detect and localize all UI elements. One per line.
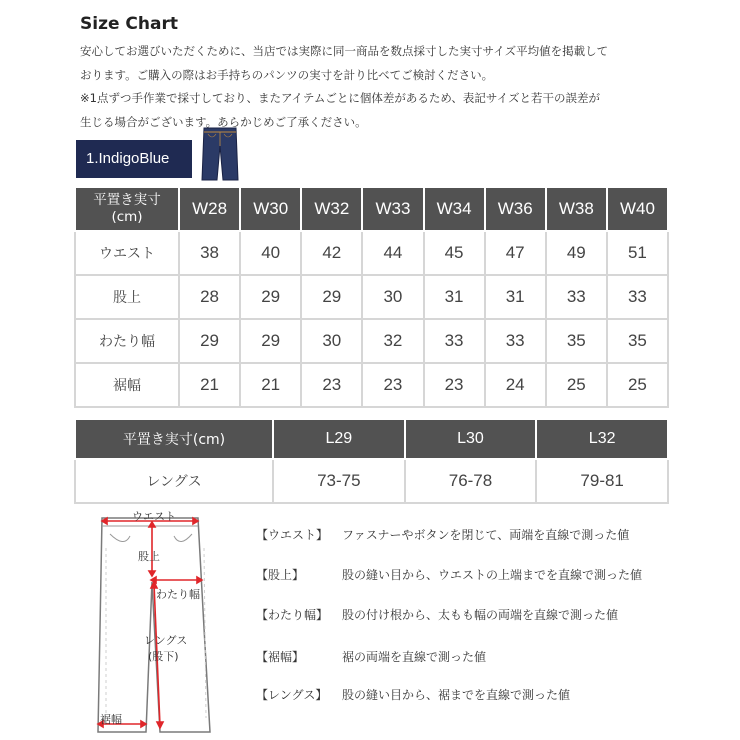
intro-line: 安心してお選びいただくために、当店では実際に同一商品を数点採寸した実寸サイズ平均値を掲載して bbox=[80, 44, 609, 58]
column-header: W40 bbox=[607, 187, 668, 231]
pants-outline-icon bbox=[80, 508, 240, 734]
column-header: L30 bbox=[405, 419, 537, 459]
table-cell: 24 bbox=[485, 363, 546, 407]
table-cell: 29 bbox=[240, 275, 301, 319]
table-cell: 33 bbox=[607, 275, 668, 319]
column-header: L29 bbox=[273, 419, 405, 459]
row-label: ウエスト bbox=[75, 231, 179, 275]
definition-key: 【レングス】 bbox=[256, 688, 328, 702]
header-label: 平置き実寸 bbox=[93, 192, 161, 208]
definition-value: 股の付け根から、太もも幅の両端を直線で測った値 bbox=[342, 608, 619, 622]
table-cell: 29 bbox=[240, 319, 301, 363]
table-cell: 25 bbox=[546, 363, 607, 407]
table-cell: 30 bbox=[301, 319, 362, 363]
diagram-label-waist: ウエスト bbox=[132, 510, 176, 523]
table-cell: 76-78 bbox=[405, 459, 537, 503]
table-cell: 42 bbox=[301, 231, 362, 275]
intro-text bbox=[80, 40, 680, 134]
definition-value: 股の縫い目から、裾までを直線で測った値 bbox=[342, 688, 571, 702]
table-row bbox=[75, 363, 668, 407]
table-cell: 23 bbox=[301, 363, 362, 407]
table-cell: 21 bbox=[240, 363, 301, 407]
table-cell: 30 bbox=[362, 275, 423, 319]
table-cell: 38 bbox=[179, 231, 240, 275]
column-header: W38 bbox=[546, 187, 607, 231]
column-header: W32 bbox=[301, 187, 362, 231]
table-cell: 44 bbox=[362, 231, 423, 275]
table-cell: 21 bbox=[179, 363, 240, 407]
definition-key: 【裾幅】 bbox=[256, 650, 305, 664]
column-header: W33 bbox=[362, 187, 423, 231]
intro-line: 生じる場合がございます。あらかじめご了承ください。 bbox=[80, 114, 367, 129]
length-size-table bbox=[74, 418, 669, 504]
definition-value: ファスナーやボタンを閉じて、両端を直線で測った値 bbox=[342, 528, 630, 542]
pants-measurement-diagram bbox=[80, 508, 240, 734]
waist-size-table bbox=[74, 186, 669, 408]
table-cell: 73-75 bbox=[273, 459, 405, 503]
table-cell: 33 bbox=[546, 275, 607, 319]
table-cell: 40 bbox=[240, 231, 301, 275]
diagram-label-rise: 股上 bbox=[138, 550, 160, 563]
table-header-row bbox=[75, 419, 668, 459]
definition-value: 股の縫い目から、ウエストの上端までを直線で測った値 bbox=[342, 568, 643, 582]
table-cell: 33 bbox=[424, 319, 485, 363]
table-cell: 45 bbox=[424, 231, 485, 275]
color-badge: 1.IndigoBlue bbox=[76, 140, 192, 178]
intro-line: おります。ご購入の際はお手持ちのパンツの実寸を計り比べてご検討ください。 bbox=[80, 67, 494, 82]
table-row bbox=[75, 231, 668, 275]
table-row bbox=[75, 459, 668, 503]
table-cell: 31 bbox=[485, 275, 546, 319]
diagram-label-length: レングス bbox=[144, 634, 188, 647]
definition-key: 【ウエスト】 bbox=[256, 528, 329, 542]
diagram-label-inseam: (股下) bbox=[148, 650, 179, 663]
table-cell: 31 bbox=[424, 275, 485, 319]
column-header: W30 bbox=[240, 187, 301, 231]
diagram-label-hem: 裾幅 bbox=[100, 713, 122, 726]
diagram-label-thigh: わたり幅 bbox=[156, 588, 200, 601]
table-cell: 49 bbox=[546, 231, 607, 275]
column-header: W28 bbox=[179, 187, 240, 231]
table-cell: 28 bbox=[179, 275, 240, 319]
row-label: レングス bbox=[75, 459, 273, 503]
row-label: 裾幅 bbox=[75, 363, 179, 407]
table-header-row bbox=[75, 187, 668, 231]
table-row bbox=[75, 275, 668, 319]
table-corner-header bbox=[75, 187, 179, 231]
table-cell: 23 bbox=[424, 363, 485, 407]
column-header: W34 bbox=[424, 187, 485, 231]
table-cell: 35 bbox=[546, 319, 607, 363]
row-label: 股上 bbox=[75, 275, 179, 319]
page-title: Size Chart bbox=[80, 14, 178, 34]
intro-line: ※1点ずつ手作業で採寸しており、またアイテムごとに個体差があるため、表記サイズと若干の誤差が bbox=[80, 91, 600, 105]
table-cell: 33 bbox=[485, 319, 546, 363]
definition-key: 【わたり幅】 bbox=[256, 608, 329, 622]
table-row bbox=[75, 319, 668, 363]
table-cell: 32 bbox=[362, 319, 423, 363]
definition-value: 裾の両端を直線で測った値 bbox=[342, 650, 487, 664]
table-cell: 35 bbox=[607, 319, 668, 363]
definition-key: 【股上】 bbox=[256, 568, 305, 582]
column-header: L32 bbox=[536, 419, 668, 459]
jeans-thumbnail-image bbox=[200, 126, 240, 182]
table-cell: 79-81 bbox=[536, 459, 668, 503]
header-unit: (cm) bbox=[111, 209, 143, 225]
column-header: W36 bbox=[485, 187, 546, 231]
table-cell: 51 bbox=[607, 231, 668, 275]
table-cell: 23 bbox=[362, 363, 423, 407]
row-label: わたり幅 bbox=[75, 319, 179, 363]
table-cell: 29 bbox=[179, 319, 240, 363]
table-cell: 47 bbox=[485, 231, 546, 275]
table-corner-header: 平置き実寸(cm) bbox=[75, 419, 273, 459]
table-cell: 29 bbox=[301, 275, 362, 319]
table-cell: 25 bbox=[607, 363, 668, 407]
